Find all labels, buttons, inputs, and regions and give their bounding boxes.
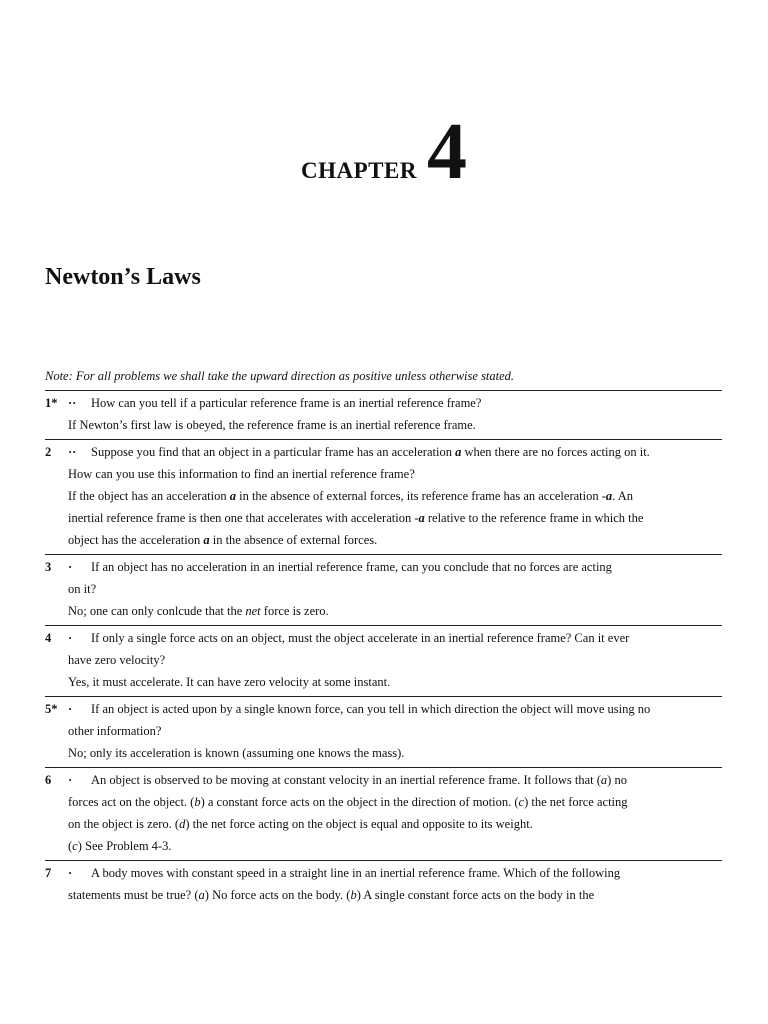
problem-question: [45, 441, 722, 463]
problem-6: [45, 767, 722, 860]
vector-symbol: a: [203, 533, 210, 547]
text-segment: inertial reference frame is then one that accelerates with acceleration -: [68, 511, 419, 525]
problem-answer: [45, 507, 722, 529]
option-letter: a: [600, 773, 608, 787]
chapter-number: 4: [426, 108, 467, 196]
option-letter: c: [72, 839, 78, 853]
problem-number: 6: [45, 773, 52, 787]
problem-1: [45, 390, 722, 439]
text-segment: forces act on the object. (: [68, 795, 195, 809]
note-text: Note: For all problems we shall take the upward direction as positive unless otherwise stated.: [45, 369, 515, 383]
option-letter: c: [518, 795, 525, 809]
text-segment: ) A single constant force acts on the body in the: [356, 888, 595, 902]
text-segment: in the absence of external forces.: [209, 533, 378, 547]
difficulty-marker: ··: [68, 445, 77, 459]
problem-question: If an object is acted upon by a single known force, can you tell in which direction the object will move using no: [91, 702, 651, 716]
text-segment: (: [68, 839, 73, 853]
option-letter: d: [179, 817, 186, 831]
vector-symbol: a: [229, 489, 236, 503]
vector-symbol: a: [455, 445, 462, 459]
text-segment: If the object has an acceleration: [68, 489, 230, 503]
text-segment: relative to the reference frame in which the: [424, 511, 644, 525]
emphasis-text: net: [245, 604, 261, 618]
difficulty-marker: ·: [68, 773, 73, 787]
problem-number: 7: [45, 866, 52, 880]
text-segment: object has the acceleration: [68, 533, 204, 547]
text-segment: when there are no forces acting on it.: [461, 445, 650, 459]
difficulty-marker: ·: [68, 866, 73, 880]
problem-answer: [45, 835, 722, 857]
problem-number: 3: [45, 560, 52, 574]
text-segment: force is zero.: [260, 604, 329, 618]
problem-answer: If Newton’s first law is obeyed, the reference frame is an inertial reference frame.: [68, 418, 476, 432]
text-segment: on the object is zero. (: [68, 817, 180, 831]
text-segment: ) No force acts on the body. (: [204, 888, 351, 902]
text-segment: in the absence of external forces, its reference frame has an acceleration -: [235, 489, 606, 503]
problem-question: [45, 769, 722, 791]
chapter-heading: [0, 108, 768, 196]
text-segment: ) no: [607, 773, 627, 787]
problem-list: [45, 390, 722, 909]
difficulty-marker: ·: [68, 702, 73, 716]
problem-answer: [45, 485, 722, 507]
problem-question: on it?: [68, 582, 97, 596]
problem-answer: No; only its acceleration is known (assuming one knows the mass).: [68, 746, 405, 760]
problem-question: If only a single force acts on an object, must the object accelerate in an inertial reference frame? Can it ever: [91, 631, 630, 645]
problem-question: If an object has no acceleration in an inertial reference frame, can you conclude that no forces are acting: [91, 560, 612, 574]
problem-question: A body moves with constant speed in a straight line in an inertial reference frame. Which of the following: [91, 866, 621, 880]
chapter-title: Newton’s Laws: [45, 264, 201, 290]
text-segment: statements must be true? (: [68, 888, 199, 902]
text-segment: ) a constant force acts on the object in the direction of motion. (: [200, 795, 519, 809]
problem-number: 2: [45, 445, 52, 459]
problem-answer: [45, 529, 722, 551]
problem-2: [45, 439, 722, 554]
text-segment: ) the net force acting on the object is equal and opposite to its weight.: [185, 817, 533, 831]
problem-number: 5*: [45, 702, 58, 716]
text-segment: ) the net force acting: [524, 795, 628, 809]
problem-number: 4: [45, 631, 52, 645]
problem-4: [45, 625, 722, 696]
problem-question: have zero velocity?: [68, 653, 166, 667]
text-segment: ) See Problem 4-3.: [77, 839, 172, 853]
vector-symbol: a: [418, 511, 425, 525]
problem-5: [45, 696, 722, 767]
vector-symbol: a: [605, 489, 613, 503]
problem-question: How can you use this information to find an inertial reference frame?: [68, 467, 415, 481]
difficulty-marker: ·: [68, 560, 73, 574]
problem-7: [45, 860, 722, 909]
problem-answer: Yes, it must accelerate. It can have zero velocity at some instant.: [68, 675, 391, 689]
chapter-label: CHAPTER: [301, 158, 417, 183]
difficulty-marker: ·: [68, 631, 73, 645]
text-segment: . An: [612, 489, 633, 503]
option-letter: b: [350, 888, 357, 902]
problem-question: [45, 884, 722, 906]
problem-question: How can you tell if a particular reference frame is an inertial reference frame?: [91, 396, 482, 410]
problem-question: [45, 791, 722, 813]
option-letter: b: [194, 795, 201, 809]
text-segment: No; one can only conlcude that the: [68, 604, 246, 618]
problem-3: [45, 554, 722, 625]
text-segment: Suppose you find that an object in a particular frame has an acceleration: [91, 445, 456, 459]
difficulty-marker: ··: [68, 396, 77, 410]
text-segment: An object is observed to be moving at constant velocity in an inertial reference frame. It follows that (: [91, 773, 601, 787]
problem-answer: [45, 600, 722, 622]
problem-question: other information?: [68, 724, 162, 738]
problem-question: [45, 813, 722, 835]
option-letter: a: [198, 888, 205, 902]
problem-number: 1*: [45, 396, 58, 410]
